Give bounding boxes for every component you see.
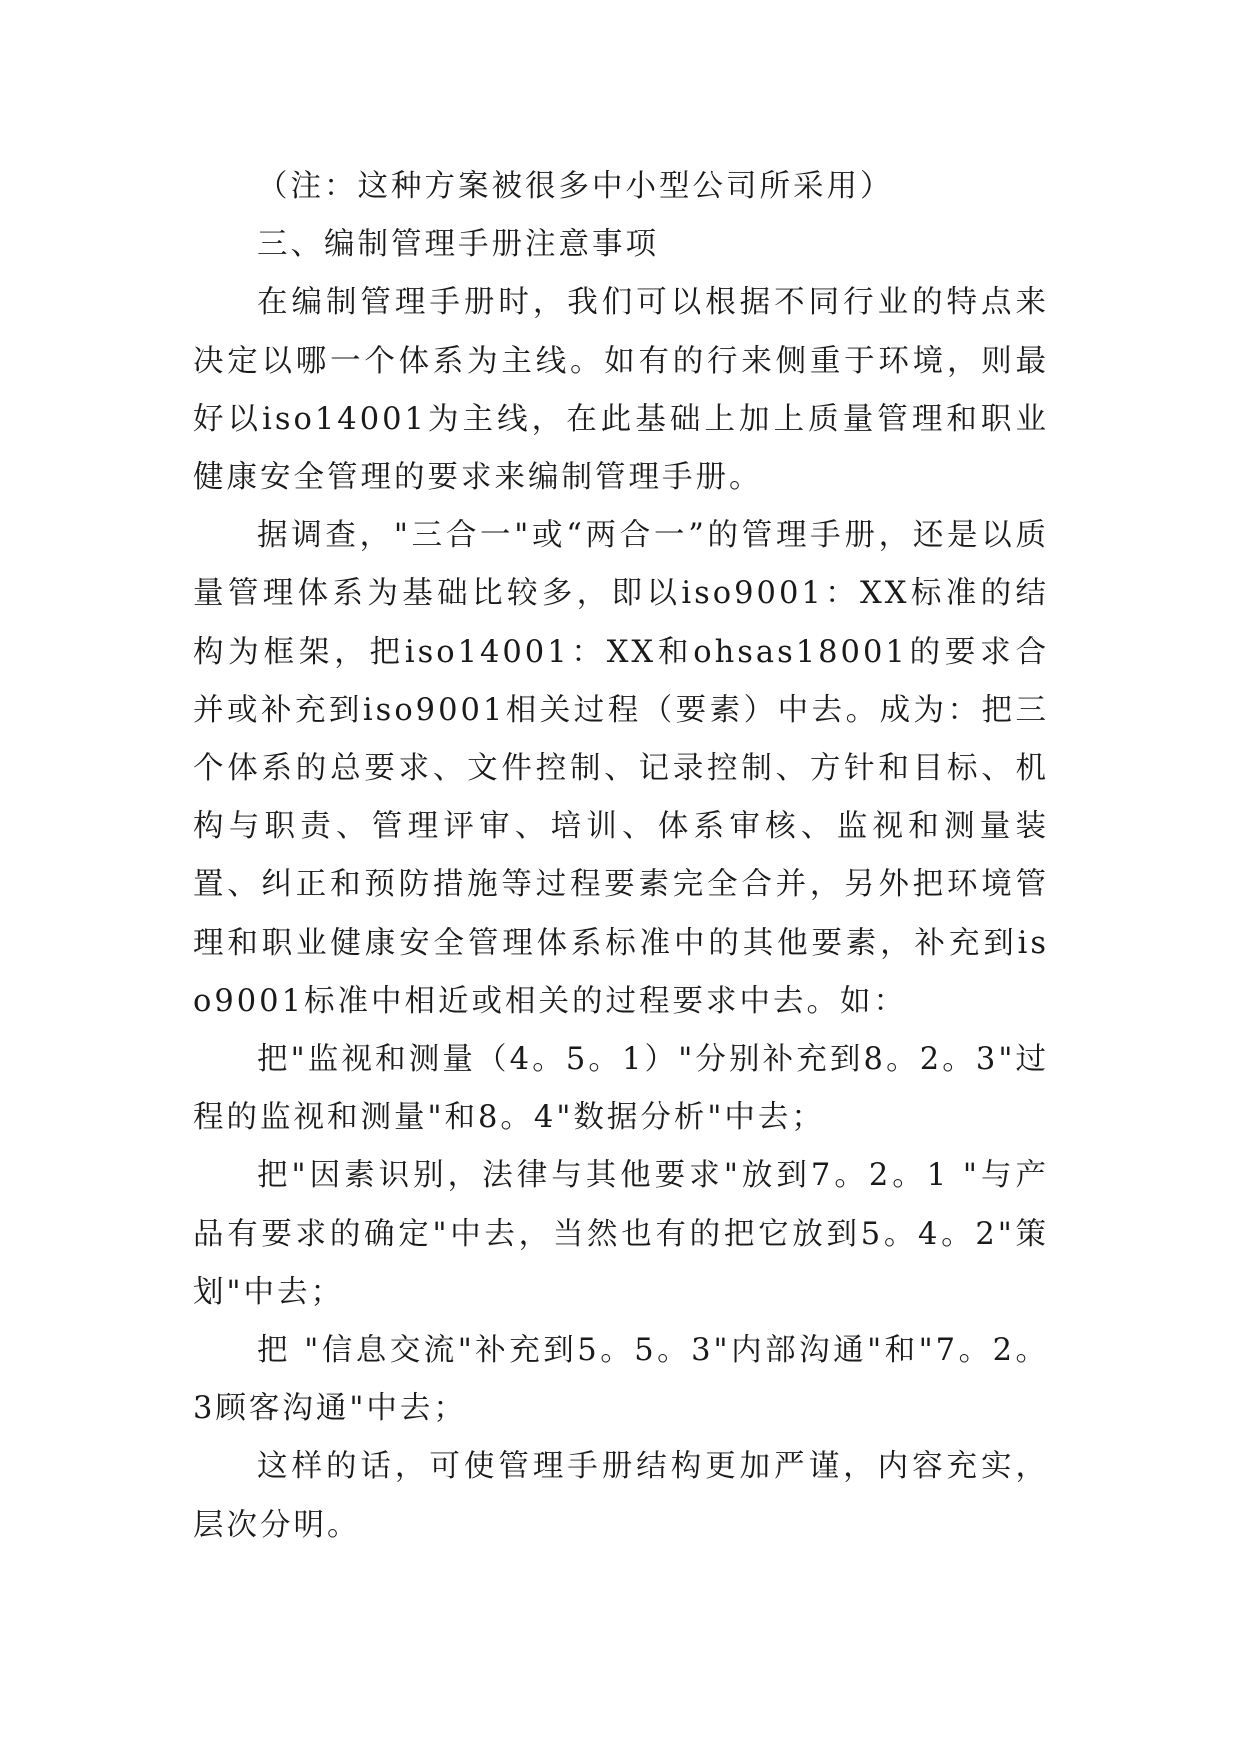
body-paragraph: 据调查，"三合一"或“两合一”的管理手册，还是以质量管理体系为基础比较多，即以iso9001：XX标准的结构为框架，把iso14001：XX和ohsas18001的要求合并或补充到iso9001相关过程（要素）中去。成为：把三个体系的总要求、文件控制、记录控制、方针和目标、机构与职责、管理评审、培训、体系审核、监视和测量装置、纠正和预防措施等过程要素完全合并，另外把环境管理和职业健康安全管理体系标准中的其他要素，补充到iso9001标准中相近或相关的过程要求中去。如： xyxy=(193,518,1049,1019)
body-paragraph: 这样的话，可使管理手册结构更加严谨，内容充实，层次分明。 xyxy=(193,1449,1049,1543)
body-paragraph: 在编制管理手册时，我们可以根据不同行业的特点来决定以哪一个体系为主线。如有的行来侧重于环境，则最好以iso14001为主线，在此基础上加上质量管理和职业健康安全管理的要求来编制管理手册。 xyxy=(193,285,1049,496)
note-paragraph: （注：这种方案被很多中小型公司所采用） xyxy=(257,169,894,204)
section-heading: 三、编制管理手册注意事项 xyxy=(257,227,659,263)
body-paragraph: 把 "信息交流"补充到5。5。3"内部沟通"和"7。2。3顾客沟通"中去； xyxy=(193,1333,1049,1427)
body-paragraph: 把"监视和测量（4。5。1）"分别补充到8。2。3"过程的监视和测量"和8。4"数据分析"中去； xyxy=(193,1042,1049,1136)
document-body xyxy=(193,158,1049,1555)
body-paragraph: 把"因素识别，法律与其他要求"放到7。2。1 "与产品有要求的确定"中去，当然也有的把它放到5。4。2"策划"中去； xyxy=(193,1158,1049,1310)
